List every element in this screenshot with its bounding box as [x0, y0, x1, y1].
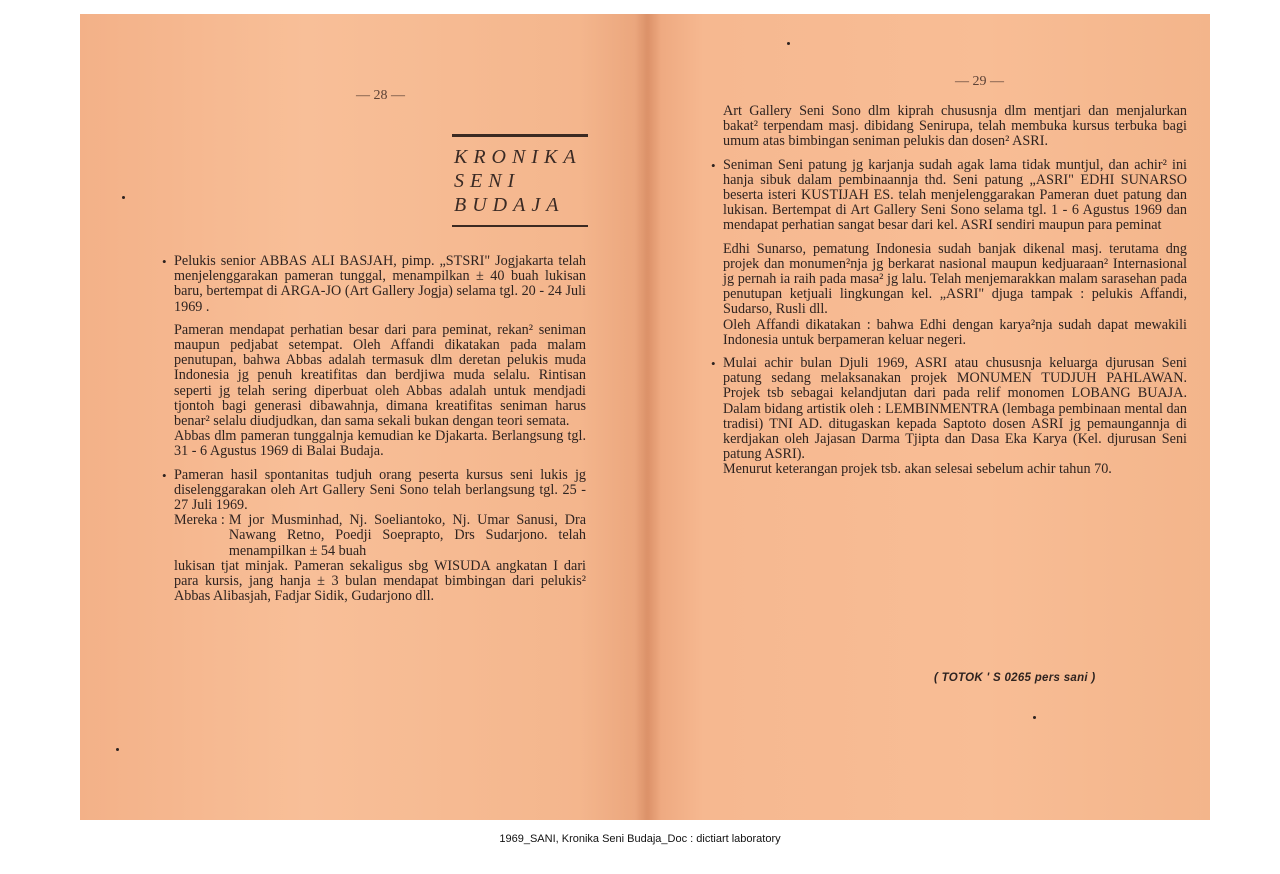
heading-line-1: KRONIKA	[454, 146, 582, 168]
left-page	[80, 14, 647, 820]
paragraph-course-exhibition: • Pameran hasil spontanitas tudjuh orang peserta kursus seni lukis jg diselenggarakan oleh Art Gallery Seni Sono telah berlangsung tgl. 25 - 27 Juli 1969.	[174, 468, 586, 514]
heading-rule-bottom	[452, 225, 588, 227]
participants-label: Mereka :	[174, 512, 225, 529]
page-number: — 29 —	[955, 74, 1004, 89]
bleed-through-text	[176, 124, 406, 138]
paragraph-jakarta-exhibition: Abbas dlm pameran tunggalnja kemudian ke Djakarta. Berlangsung tgl. 31 - 6 Agustus 1969 di Balai Budaja.	[174, 428, 586, 460]
book-gutter	[635, 14, 661, 820]
heading-block	[452, 134, 588, 227]
paragraph-wisuda: lukisan tjat minjak. Pameran sekaligus sbg WISUDA angkatan I dari para kursis, jang hanja ± 3 bulan mendapat bimbingan dari pelukis² Abbas Alibasjah, Fadjar Sidik, Gudarjono dll.	[174, 557, 586, 605]
participants-list	[174, 513, 586, 559]
ink-speck	[1033, 716, 1036, 719]
paragraph-monument-project: • Mulai achir bulan Djuli 1969, ASRI atau chususnja keluarga djurusan Seni patung sedang melaksanakan projek MONUMEN TUDJUH PAHLAWAN. Projek tsb sebagai kelandjutan dari pada relif monomen LOBANG BUAJA. Dalam bidang artistik oleh : LEMBINMENTRA (lembaga pembinaan mental dan tradisi) TNI AD. ditugaskan kepada Saptoto dosen ASRI jg pemaungannja di kerdjakan oleh Jajasan Darma Tjipta dan Dasa Eka Karya (Kel. djurusan Seni patung ASRI).	[723, 356, 1187, 462]
heading-line-3: BUDAJA	[454, 194, 565, 216]
paragraph-affandi-remarks: Pameran mendapat perhatian besar dari para peminat, rekan² seniman maupun pedjabat setempat. Oleh Affandi dikatakan pada malam penutupan, bahwa Abbas adalah termasuk dlm deretan pelukis muda Indonesia jg penuh kreatifitas dan berdjiwa muda selalu. Rintisan seperti jg telah sering diperbuat oleh Abbas adalah untuk mendjadi tjontoh bagi generasi dibawahnja, dimana kreatifitas seniman harus benar² selalu diudjudkan, dan sama sekali bukan dengan teori semata.	[174, 321, 586, 430]
right-column	[723, 104, 1187, 478]
paragraph-edhi-sunarso-exhibition: • Seniman Seni patung jg karjanja sudah agak lama tidak muntjul, dan achir² ini hanja sibuk dalam pembinaannja thd. Seni patung „ASRI" EDHI SUNARSO beserta isteri KUSTIJAH ES. telah menjelenggarakan Pameran duet patung dan lukisan. Bertempat di Art Gallery Seni Sono selama tgl. 1 - 6 Agustus 1969 dan mendapat perhatian sangat besar dari kel. ASRI sendiri maupun para peminat	[723, 158, 1187, 234]
paragraph-edhi-sunarso-profile: Edhi Sunarso, pematung Indonesia sudah banjak dikenal masj. terutama dng projek dan monumen²nja jg berkarat nasional maupun kedjuaraan² Internasional jg pernah ia raih pada masa² jg lalu. Telah menjemarakkan malam sarasehan pada penutupan ketjuali lingkungan kel. „ASRI" djuga tampak : pelukis Affandi, Sudarso, Rusli dll.	[723, 240, 1187, 318]
author-signature: ( TOTOK ' S 0265 pers sani )	[934, 672, 1096, 684]
ink-speck	[116, 748, 119, 751]
left-column	[174, 254, 586, 604]
ink-speck	[122, 196, 125, 199]
participants-names: M jor Musminhad, Nj. Soeliantoko, Nj. Umar Sanusi, Dra Nawang Retno, Poedji Soeprapto, Drs Sudarjono. telah menampilkan ± 54 buah	[228, 512, 586, 559]
ink-speck	[787, 42, 790, 45]
paragraph-affandi-quote: Oleh Affandi dikatakan : bahwa Edhi dengan karya²nja sudah dapat mewakili Indonesia untuk berpameran keluar negeri.	[723, 316, 1187, 348]
paragraph-abbas-exhibition: • Pelukis senior ABBAS ALI BASJAH, pimp. „STSRI" Jogjakarta telah menjelenggarakan pameran tunggal, menampilkan ± 40 buah lukisan baru, bertempat di ARGA-JO (Art Gallery Jogja) selama tgl. 20 - 24 Juli 1969 .	[174, 254, 586, 315]
heading-rule-top	[452, 134, 588, 137]
heading-line-2: SENI	[454, 170, 521, 192]
page-number: — 28 —	[356, 88, 405, 103]
document-caption: 1969_SANI, Kronika Seni Budaja_Doc : dictiart laboratory	[499, 833, 781, 845]
paragraph-completion: Menurut keterangan projek tsb. akan selesai sebelum achir tahun 70.	[723, 461, 1112, 478]
book-spread	[80, 14, 1210, 820]
paragraph-gallery-course: Art Gallery Seni Sono dlm kiprah chususnja dlm mentjari dan menjalurkan bakat² terpendam masj. dibidang Senirupa, telah membuka kursus terbuka bagi umum atas bimbingan seniman pelukis dan dosen² ASRI.	[723, 103, 1187, 150]
right-page	[647, 14, 1210, 820]
